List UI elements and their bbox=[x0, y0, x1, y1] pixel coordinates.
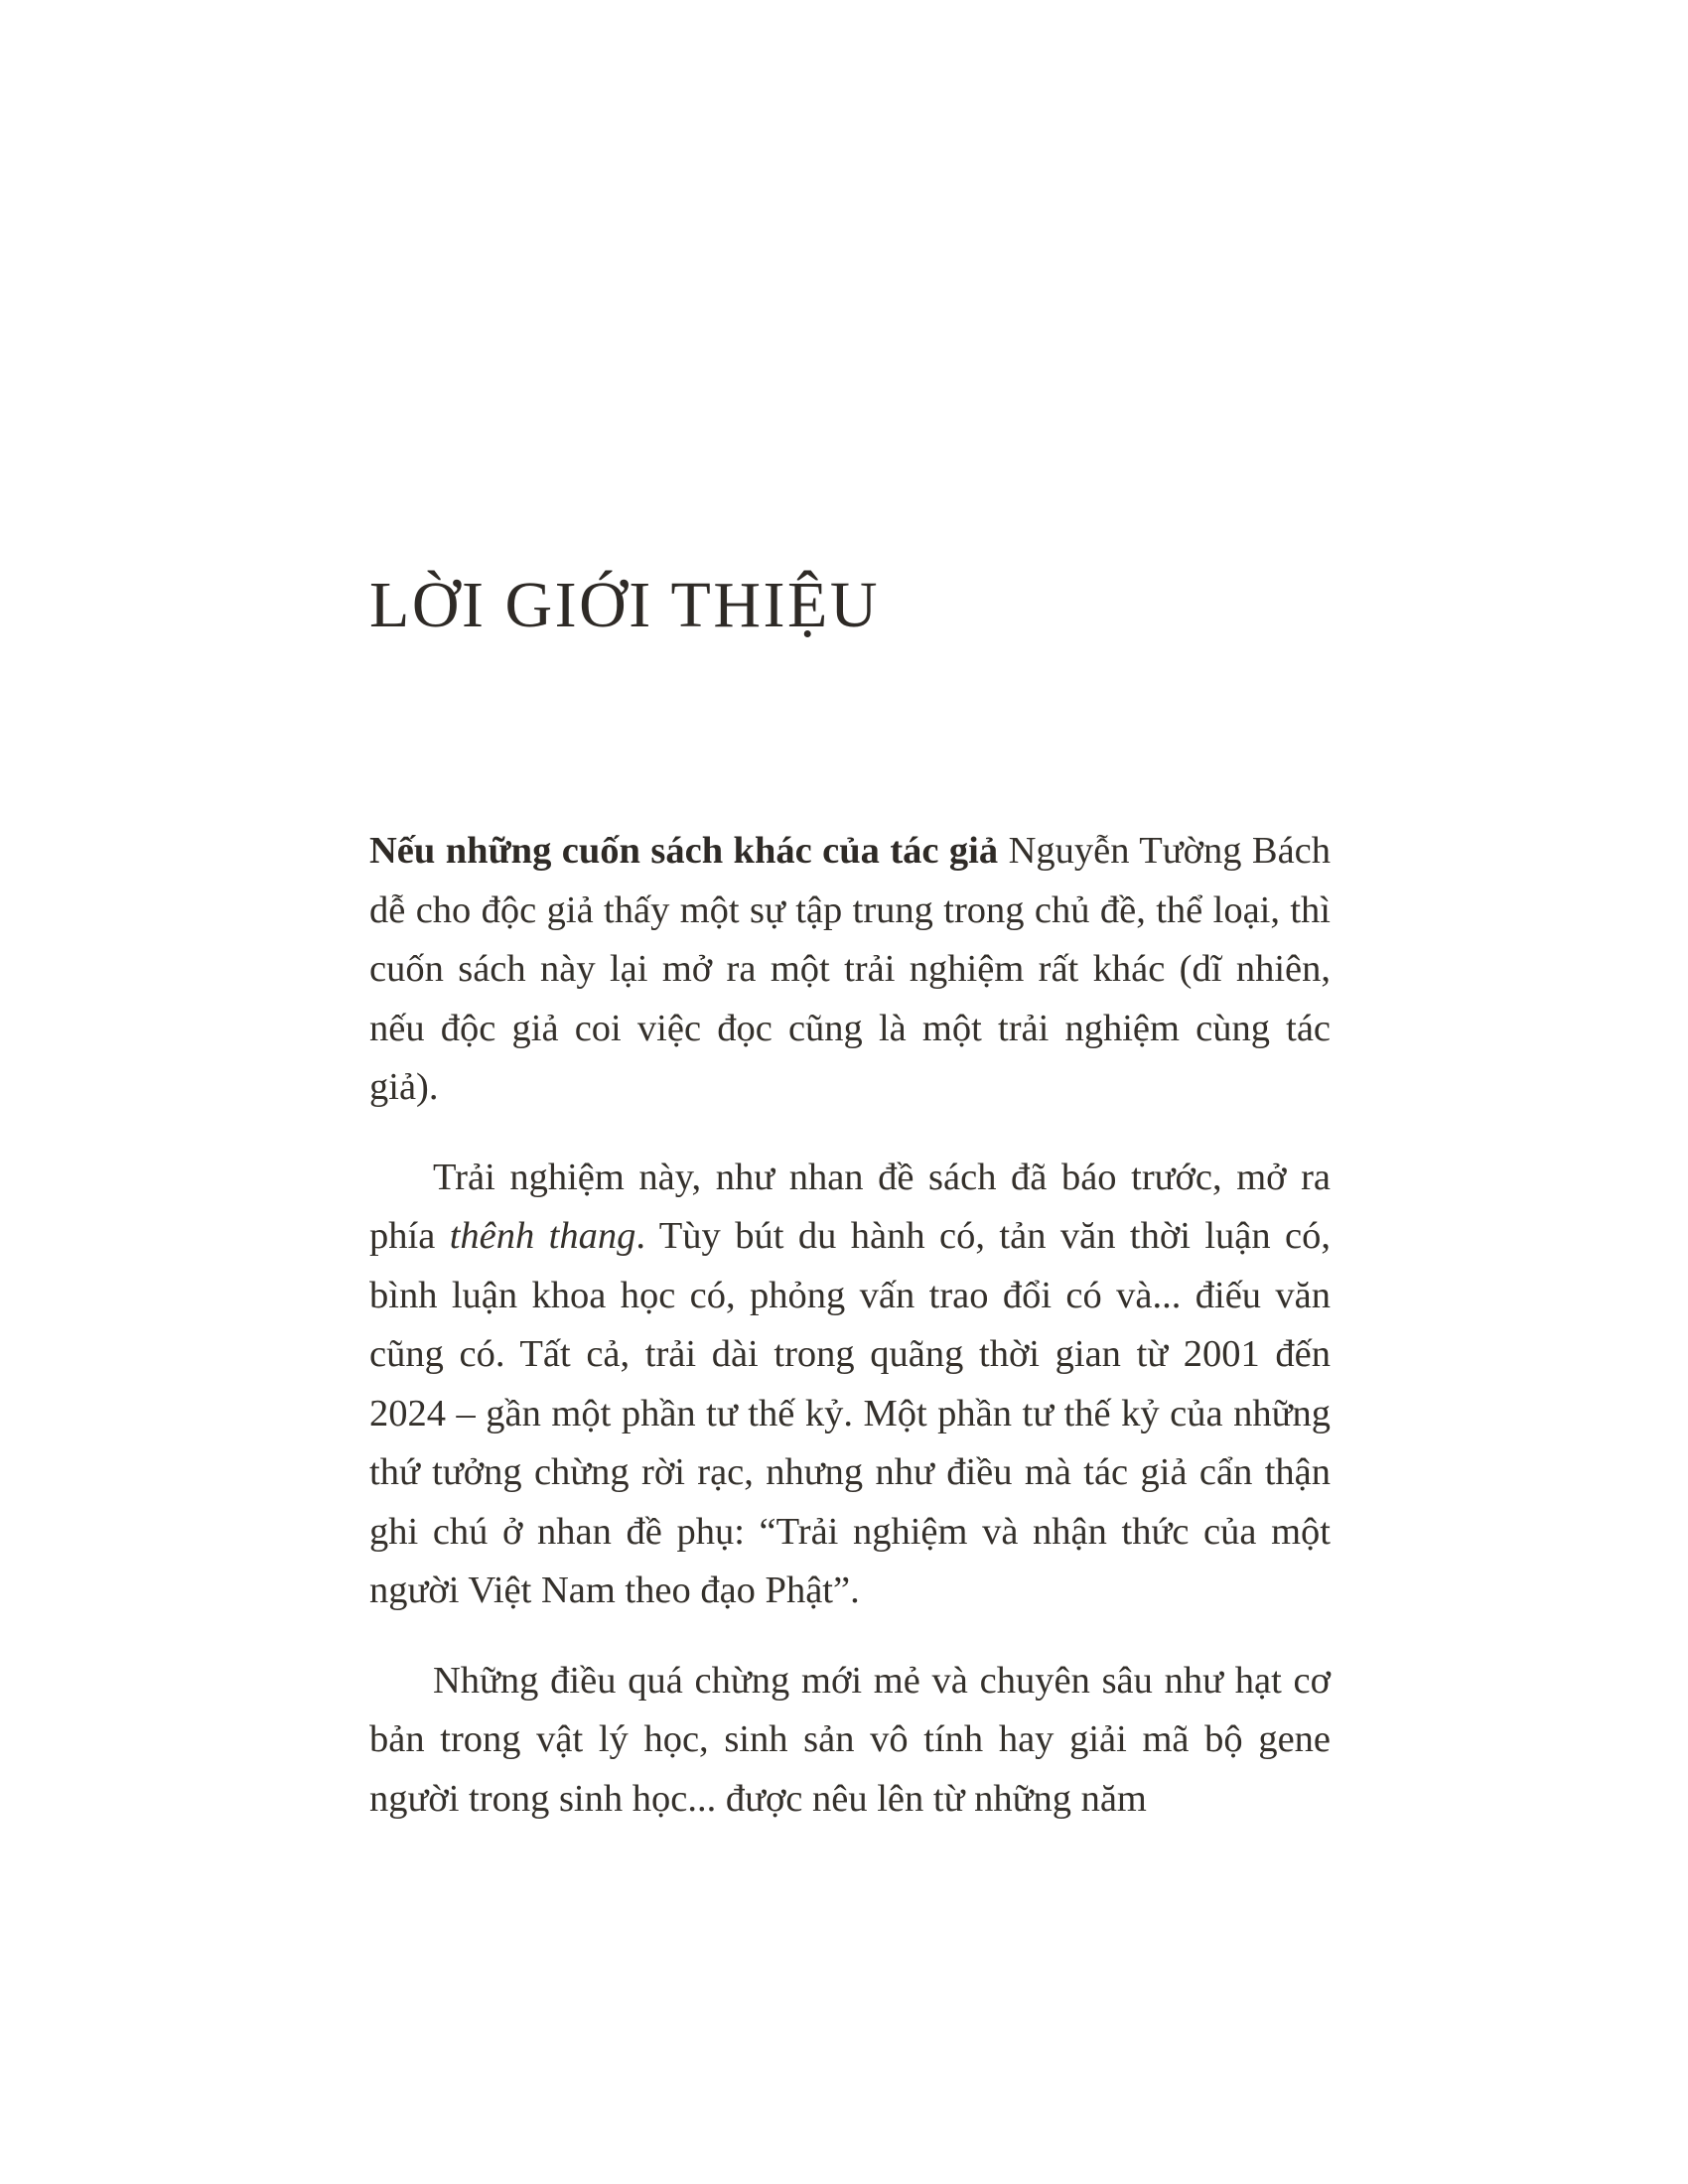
paragraph-1-text: Nguyễn Tường Bách dễ cho độc giả thấy một sự tập trung trong chủ đề, thể loại, thì cuốn sách này lại mở ra một trải nghiệm rất khác (dĩ nhiên, nếu độc giả coi việc đọc cũng là một trải nghiệm cùng tác giả). bbox=[369, 830, 1332, 1108]
paragraph-2-text-a: Trải nghiệm này, như nhan đề sách đã báo trước, mở ra phía bbox=[369, 1156, 1331, 1257]
paragraph-2-italic: thênh thang bbox=[449, 1215, 636, 1257]
paragraph-2 bbox=[369, 1149, 1331, 1621]
body-text bbox=[369, 822, 1331, 1859]
paragraph-1 bbox=[369, 822, 1331, 1118]
paragraph-2-text-b: . Tùy bút du hành có, tản văn thời luận có, bình luận khoa học có, phỏng vấn trao đổi có và... điếu văn cũng có. Tất cả, trải dài trong quãng thời gian từ 2001 đến 2024 – gần một phần tư thế kỷ. Một phần tư thế kỷ của những thứ tưởng chừng rời rạc, nhưng như điều mà tác giả cẩn thận ghi chú ở nhan đề phụ: “Trải nghiệm và nhận thức của một người Việt Nam theo đạo Phật”. bbox=[369, 1215, 1331, 1611]
paragraph-3 bbox=[369, 1652, 1331, 1830]
chapter-title: LỜI GIỚI THIỆU bbox=[369, 569, 880, 641]
paragraph-1-bold-lead: Nếu những cuốn sách khác của tác giả bbox=[369, 830, 999, 872]
paragraph-3-text: Những điều quá chừng mới mẻ và chuyên sâu như hạt cơ bản trong vật lý học, sinh sản vô tính hay giải mã bộ gene người trong sinh học... được nêu lên từ những năm bbox=[369, 1659, 1331, 1820]
